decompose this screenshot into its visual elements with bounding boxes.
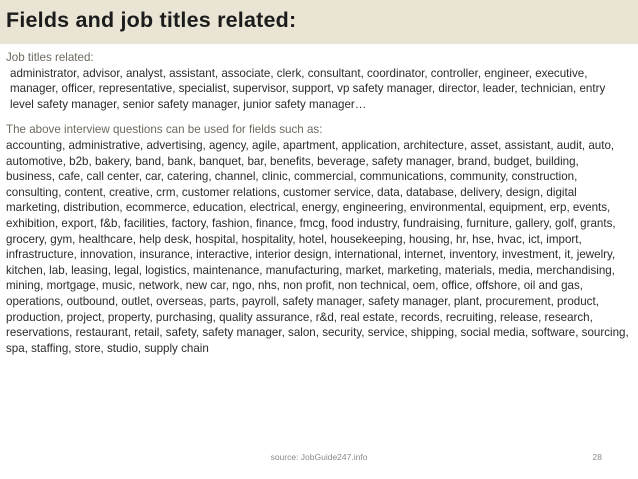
- slide-title: Fields and job titles related:: [6, 8, 297, 32]
- job-titles-label: Job titles related:: [6, 51, 94, 64]
- fields-text: accounting, administrative, advertising, agency, agile, apartment, application, architecture, asset, assistant, audit, auto, automotive, b2b, bakery, band, bank, banquet, bar, benefits, beverage, safety manager, brand, budget, building, business, cafe, call center, car, catering, channel, clinic, commercial, communications, community, construction, consulting, content, creative, crm, customer relations, customer service, data, database, delivery, design, digital marketing, distribution, ecommerce, education, electrical, energy, engineering, environmental, equipment, erp, events, exhibition, export, f&b, facilities, factory, fashion, finance, fmcg, food industry, fundraising, furniture, gallery, golf, grants, grocery, gym, healthcare, help desk, hospital, hospitality, hotel, housekeeping, housing, hr, hse, hvac, ict, import, infrastructure, innovation, insurance, interactive, interior design, international, internet, inventory, investment, it, jewelry, kitchen, lab, leasing, legal, logistics, maintenance, manufacturing, market, marketing, materials, media, merchandising, mining, mortgage, music, network, new car, ngo, nhs, non profit, non technical, oem, office, offshore, oil and gas, operations, outbound, outlet, overseas, parts, payroll, safety manager, safety manager, plant, procurement, product, production, project, property, purchasing, quality assurance, r&d, real estate, records, recruiting, release, research, reservations, restaurant, retail, safety, safety manager, salon, security, service, shipping, social media, software, sourcing, spa, staffing, store, studio, supply chain: [6, 138, 629, 355]
- footer-source: source: JobGuide247.info: [270, 452, 368, 462]
- page-number: 28: [592, 452, 602, 462]
- title-bar: [0, 0, 638, 44]
- slide-content: [6, 50, 630, 356]
- section-spacer: [6, 112, 630, 122]
- fields-label: The above interview questions can be used for fields such as:: [6, 123, 323, 137]
- job-titles-text: administrator, advisor, analyst, assistant, associate, clerk, consultant, coordinator, controller, engineer, executive, manager, officer, representative, specialist, supervisor, support, vp safety manager, director, leader, technician, entry level safety manager, senior safety manager, junior safety manager…: [10, 66, 606, 111]
